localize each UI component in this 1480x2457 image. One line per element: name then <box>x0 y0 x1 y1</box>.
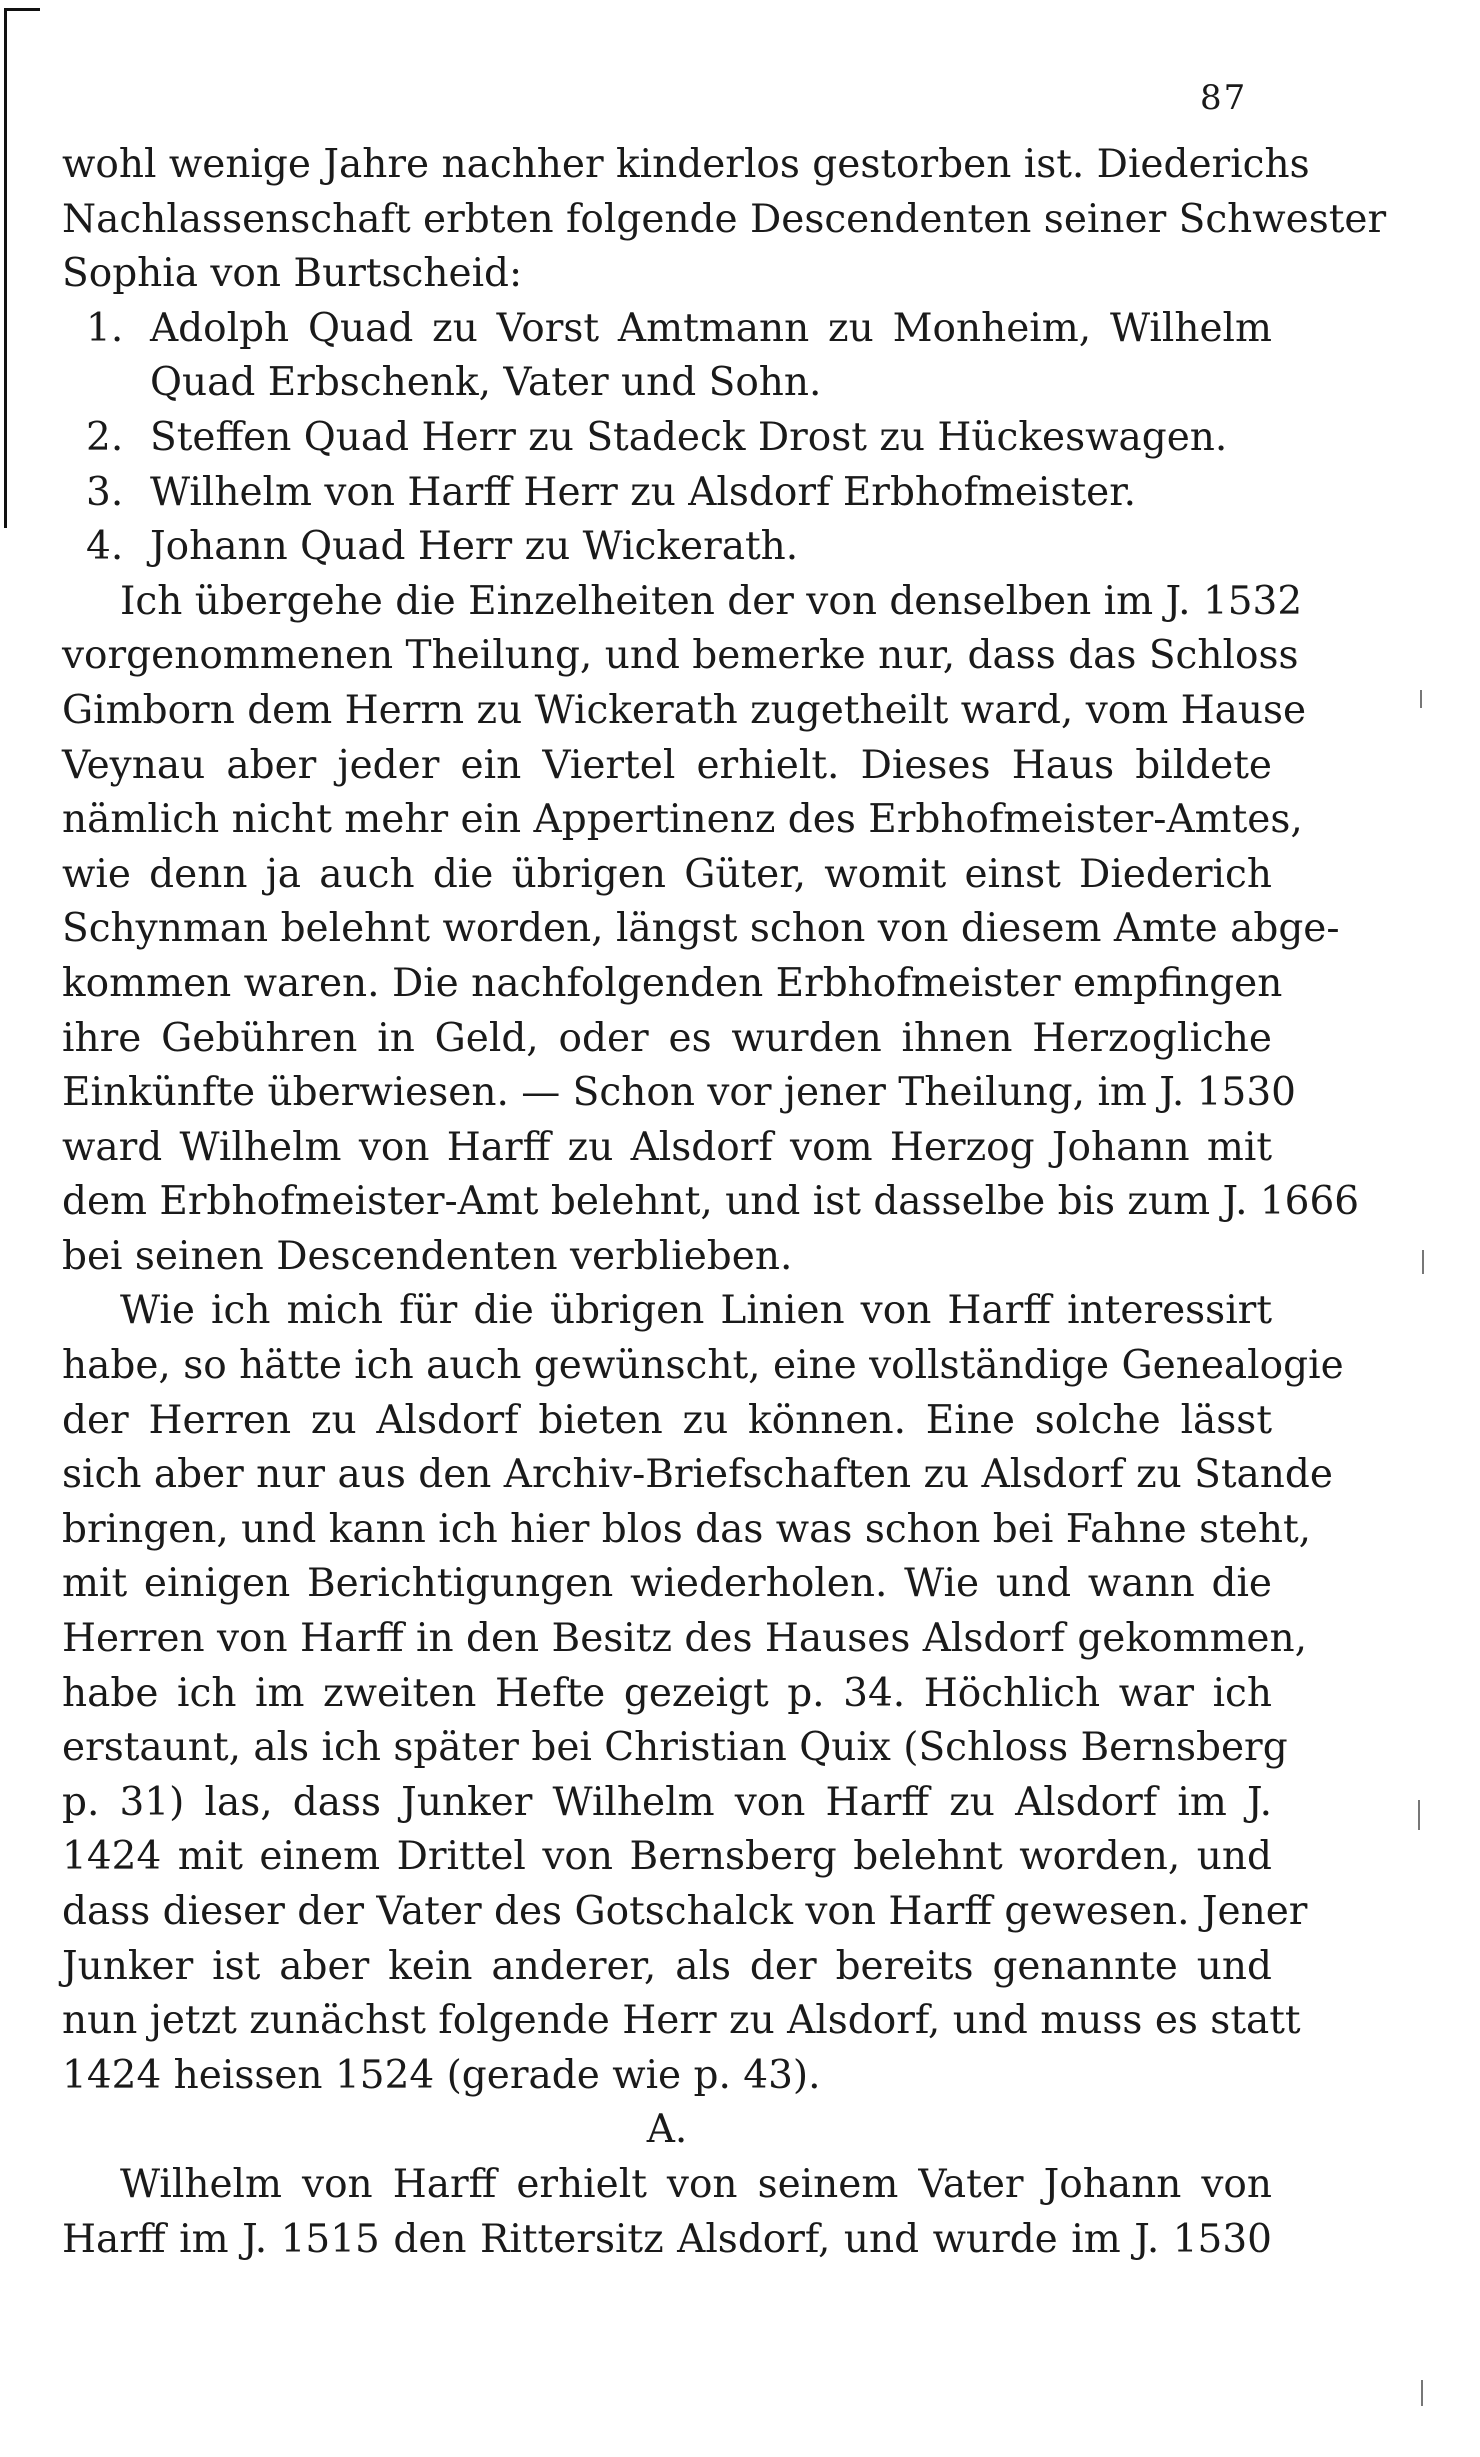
scan-speck <box>1421 2380 1423 2406</box>
text-line: 1424 heissen 1524 (gerade wie p. 43). <box>62 2052 821 2098</box>
text-line: Ich übergehe die Einzelheiten der von denselben im J. 1532 <box>120 578 1303 624</box>
text-line: wohl wenige Jahre nachher kinderlos gestorben ist. Diederichs <box>62 142 1310 187</box>
text-line: habe ich im zweiten Hefte gezeigt p. 34. Höchlich war ich <box>62 1670 1272 1716</box>
page-edge-mark <box>4 8 7 528</box>
text-line: nämlich nicht mehr ein Appertinenz des Erbhofmeister-Amtes, <box>62 797 1303 843</box>
page-number: 87 <box>1200 78 1248 118</box>
text-line: bringen, und kann ich hier blos das was schon bei Fahne steht, <box>62 1506 1312 1552</box>
scan-speck <box>1420 690 1422 708</box>
text-line: Veynau aber jeder ein Viertel erhielt. Dieses Haus bildete <box>62 742 1272 788</box>
text-line: 1424 mit einem Drittel von Bernsberg belehnt worden, und <box>62 1834 1272 1880</box>
text-line: vorgenommenen Theilung, und bemerke nur, dass das Schloss <box>62 633 1299 679</box>
list-item <box>62 466 1272 521</box>
paragraph-4 <box>62 2158 1272 2267</box>
text-line: Wilhelm von Harff erhielt von seinem Vater Johann von <box>120 2161 1272 2207</box>
text-line: Einkünfte überwiesen. — Schon vor jener Theilung, im J. 1530 <box>62 1070 1296 1116</box>
text-line: erstaunt, als ich später bei Christian Quix (Schloss Bernsberg <box>62 1725 1288 1771</box>
text-line: Nachlassenschaft erbten folgende Descendenten seiner Schwester <box>62 196 1387 242</box>
list-text: Johann Quad Herr zu Wickerath. <box>150 524 799 570</box>
list-continuation: Quad Erbschenk, Vater und Sohn. <box>150 360 822 406</box>
list-item <box>62 520 1272 575</box>
text-line: Schynman belehnt worden, längst schon von diesem Amte abge- <box>62 906 1340 952</box>
text-line: nun jetzt zunächst folgende Herr zu Alsdorf, und muss es statt <box>62 1998 1301 2044</box>
list-text: Steffen Quad Herr zu Stadeck Drost zu Hückeswagen. <box>150 414 1228 460</box>
list-number: 4. <box>86 524 124 570</box>
list-text: Adolph Quad zu Vorst Amtmann zu Monheim, Wilhelm <box>150 305 1272 351</box>
page-corner-mark <box>4 8 40 11</box>
text-line: Gimborn dem Herrn zu Wickerath zugetheilt ward, vom Hause <box>62 687 1307 733</box>
text-line: ward Wilhelm von Harff zu Alsdorf vom Herzog Johann mit <box>62 1124 1272 1170</box>
text-line: mit einigen Berichtigungen wiederholen. Wie und wann die <box>62 1561 1272 1607</box>
text-line: sich aber nur aus den Archiv-Briefschaften zu Alsdorf zu Stande <box>62 1452 1333 1498</box>
text-line: kommen waren. Die nachfolgenden Erbhofmeister empfingen <box>62 960 1283 1006</box>
text-line: Wie ich mich für die übrigen Linien von Harff interessirt <box>120 1288 1272 1334</box>
list-text: Wilhelm von Harff Herr zu Alsdorf Erbhofmeister. <box>150 469 1137 515</box>
text-line: dass dieser der Vater des Gotschalck von Harff gewesen. Jener <box>62 1889 1308 1934</box>
text-line: p. 31) las, dass Junker Wilhelm von Harff zu Alsdorf im J. <box>62 1779 1272 1825</box>
paragraph-1 <box>62 138 1387 302</box>
text-line: dem Erbhofmeister-Amt belehnt, und ist dasselbe bis zum J. 1666 <box>62 1179 1360 1225</box>
text-line: wie denn ja auch die übrigen Güter, womit einst Diederich <box>62 851 1272 897</box>
text-line: Sophia von Burtscheid: <box>62 251 523 297</box>
paragraph-2 <box>62 575 1360 1285</box>
scan-speck <box>1418 1800 1420 1830</box>
body-text <box>62 138 1387 2267</box>
text-line: Harff im J. 1515 den Rittersitz Alsdorf, und wurde im J. 1530 <box>62 2216 1272 2262</box>
list-item <box>62 411 1272 466</box>
paragraph-3 <box>62 1284 1344 2103</box>
list-item <box>62 302 1272 357</box>
text-line: habe, so hätte ich auch gewünscht, eine vollständige Genealogie <box>62 1343 1344 1389</box>
list-number: 2. <box>86 414 124 460</box>
text-line: Herren von Harff in den Besitz des Hauses Alsdorf gekommen, <box>62 1616 1308 1662</box>
text-line: Junker ist aber kein anderer, als der bereits genannte und <box>62 1943 1272 1989</box>
list-number: 1. <box>86 305 124 351</box>
heir-list <box>62 302 1272 575</box>
text-line: der Herren zu Alsdorf bieten zu können. Eine solche lässt <box>62 1397 1272 1443</box>
text-line: ihre Gebühren in Geld, oder es wurden ihnen Herzogliche <box>62 1015 1272 1061</box>
list-number: 3. <box>86 469 124 515</box>
section-heading: A. <box>646 2107 688 2153</box>
scan-speck <box>1422 1250 1424 1274</box>
text-line: bei seinen Descendenten verblieben. <box>62 1233 793 1279</box>
